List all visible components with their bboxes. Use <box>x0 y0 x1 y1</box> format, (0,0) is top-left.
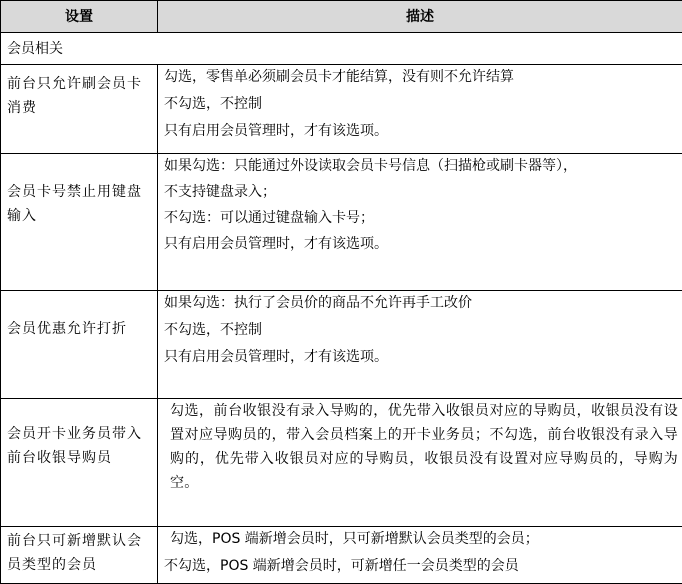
table-row <box>1 527 682 584</box>
table-row <box>1 291 682 399</box>
setting-name: 会员卡号禁止用键盘输入 <box>7 180 149 228</box>
description-line: 如果勾选：只能通过外设读取会员卡号信息（扫描枪或刷卡器等）， <box>164 154 678 178</box>
setting-name-cell <box>1 65 158 154</box>
setting-name-cell <box>1 154 158 291</box>
description-line: 只有启用会员管理时，才有该选项。 <box>164 119 678 143</box>
setting-name: 前台只可新增默认会员类型的会员 <box>7 529 149 577</box>
setting-description-cell <box>158 65 682 154</box>
description-line: 不勾选，不控制 <box>164 318 678 342</box>
table-row <box>1 399 682 527</box>
setting-description-cell <box>158 399 682 527</box>
description-line: 如果勾选：执行了会员价的商品不允许再手工改价 <box>164 291 678 315</box>
table-row <box>1 154 682 291</box>
table-row <box>1 65 682 154</box>
header-setting: 设置 <box>1 1 158 33</box>
description-line: 只有启用会员管理时，才有该选项。 <box>164 345 678 369</box>
description-line: 不支持键盘录入； <box>164 180 678 204</box>
setting-description-cell <box>158 154 682 291</box>
description-line: 不勾选，POS 端新增会员时，可新增任一会员类型的会员 <box>164 554 678 578</box>
description-line: 勾选，POS 端新增会员时，只可新增默认会员类型的会员； <box>164 527 678 551</box>
setting-name-cell <box>1 291 158 399</box>
setting-description-cell <box>158 527 682 584</box>
section-row <box>1 33 682 65</box>
setting-name: 会员开卡业务员带入前台收银导购员 <box>7 422 149 470</box>
description-line: 勾选，零售单必须刷会员卡才能结算，没有则不允许结算 <box>164 65 678 89</box>
setting-name-cell <box>1 399 158 527</box>
description-line: 不勾选，不控制 <box>164 92 678 116</box>
description-line: 不勾选：可以通过键盘输入卡号； <box>164 206 678 230</box>
header-row <box>1 1 682 33</box>
setting-name: 前台只允许刷会员卡消费 <box>7 72 149 120</box>
setting-name: 会员优惠允许打折 <box>7 317 149 341</box>
description-paragraph: 勾选，前台收银没有录入导购的，优先带入收银员对应的导购员，收银员没有设置对应导购员的，带入会员档案上的开卡业务员；不勾选，前台收银没有录入导购的，优先带入收银员对应的导购员，收银员没有设置对应导购员的，导购为空。 <box>164 399 678 495</box>
description-line: 只有启用会员管理时，才有该选项。 <box>164 232 678 256</box>
header-description: 描述 <box>158 1 682 33</box>
setting-description-cell <box>158 291 682 399</box>
setting-name-cell <box>1 527 158 584</box>
section-title: 会员相关 <box>1 33 682 65</box>
